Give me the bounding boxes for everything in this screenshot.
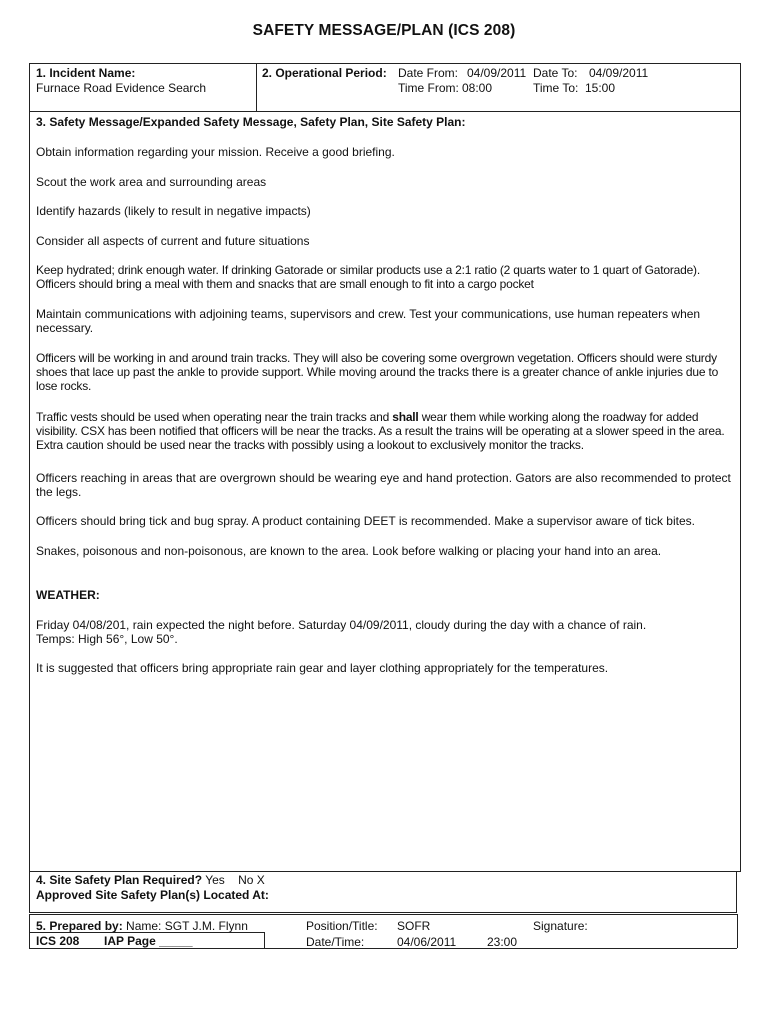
- prepared-by-label: 5. Prepared by:: [36, 919, 123, 933]
- name-label: Name:: [126, 919, 162, 933]
- approved-plan-location-label: Approved Site Safety Plan(s) Located At:: [36, 888, 269, 902]
- header-row-divider: [29, 111, 741, 112]
- traffic-text-after: wear them while working along the roadway for added visibility. CSX has been notified that officers will be near the tracks. As a result the trains will be operating at a slower speed in the area. Extra caution should be used near the tracks with possibly using a lookout to exclusively monitor the tracks.: [36, 410, 725, 452]
- weather-temps: Temps: High 56°, Low 50°.: [36, 632, 178, 646]
- operational-period-label: 2. Operational Period:: [262, 66, 387, 80]
- weather-forecast: Friday 04/08/201, rain expected the night before. Saturday 04/09/2011, cloudy during the day with a chance of rain.: [36, 618, 647, 632]
- safety-paragraph: Officers should bring tick and bug spray. A product containing DEET is recommended. Make a supervisor aware of tick bites.: [36, 514, 695, 528]
- form-title: SAFETY MESSAGE/PLAN (ICS 208): [252, 22, 516, 39]
- safety-paragraph: Consider all aspects of current and future situations: [36, 234, 310, 248]
- site-safety-plan-required: [36, 873, 265, 887]
- date-from-value: 04/09/2011: [467, 66, 527, 80]
- safety-paragraph: Maintain communications with adjoining teams, supervisors and crew. Test your communications, use human repeaters when necessary.: [36, 307, 701, 335]
- traffic-text-emphasis: shall: [392, 410, 419, 424]
- prepared-by-top-border: [29, 914, 737, 915]
- safety-paragraph: Officers will be working in and around train tracks. They will also be covering some overgrown vegetation. Officers should were sturdy shoes that lace up past the ankle to provide support. While moving around the tracks there is a greater chance of ankle injuries due to lose rocks.: [36, 351, 719, 393]
- safety-paragraph: Obtain information regarding your mission. Receive a good briefing.: [36, 145, 395, 159]
- safety-paragraph: Scout the work area and surrounding areas: [36, 175, 267, 189]
- site-safety-plan-label: 4. Site Safety Plan Required?: [36, 873, 203, 887]
- prepared-by-right-border: [737, 914, 738, 948]
- safety-paragraph: Snakes, poisonous and non-poisonous, are known to the area. Look before walking or placing your hand into an area.: [36, 544, 662, 558]
- name-value: SGT J.M. Flynn: [164, 919, 248, 933]
- safety-paragraph: Identify hazards (likely to result in negative impacts): [36, 204, 311, 218]
- date-time-label: Date/Time:: [306, 935, 365, 949]
- traffic-text-before: Traffic vests should be used when operating near the train tracks and: [36, 410, 393, 424]
- prepared-date-value: 04/06/2011: [397, 935, 457, 949]
- prepared-by: [36, 919, 248, 933]
- position-title-value: SOFR: [397, 919, 431, 933]
- safety-paragraph: Keep hydrated; drink enough water. If drinking Gatorade or similar products use a 2:1 ratio (2 quarts water to 1 quart of Gatorade). Officers should bring a meal with them and snacks that are small enough to fit into a cargo pocket: [36, 263, 700, 291]
- header-column-divider: [256, 63, 257, 111]
- date-to-label: Date To:: [533, 66, 578, 80]
- weather-heading: WEATHER:: [36, 588, 100, 602]
- safety-paragraph: Officers reaching in areas that are overgrown should be wearing eye and hand protection. Gators are also recommended to protect the legs.: [36, 471, 731, 499]
- site-safety-plan-no: No X: [238, 873, 265, 887]
- form-id: ICS 208: [36, 934, 80, 948]
- signature-label: Signature:: [533, 919, 588, 933]
- iap-page: IAP Page _____: [104, 934, 193, 948]
- site-safety-plan-yes: Yes: [205, 873, 225, 887]
- time-to-label: Time To:: [533, 81, 579, 95]
- time-from-value: 08:00: [462, 81, 493, 95]
- time-to-value: 15:00: [585, 81, 616, 95]
- traffic-vests-paragraph: [36, 410, 736, 452]
- date-to-value: 04/09/2011: [589, 66, 649, 80]
- prepared-time-value: 23:00: [487, 935, 518, 949]
- safety-message-label: 3. Safety Message/Expanded Safety Message, Safety Plan, Site Safety Plan:: [36, 115, 466, 129]
- incident-name-label: 1. Incident Name:: [36, 66, 136, 80]
- position-title-label: Position/Title:: [306, 919, 378, 933]
- weather-note: It is suggested that officers bring appropriate rain gear and layer clothing appropriately for the temperatures.: [36, 661, 609, 675]
- date-from-label: Date From:: [398, 66, 459, 80]
- time-from-label: Time From:: [398, 81, 459, 95]
- incident-name-value: Furnace Road Evidence Search: [36, 81, 207, 95]
